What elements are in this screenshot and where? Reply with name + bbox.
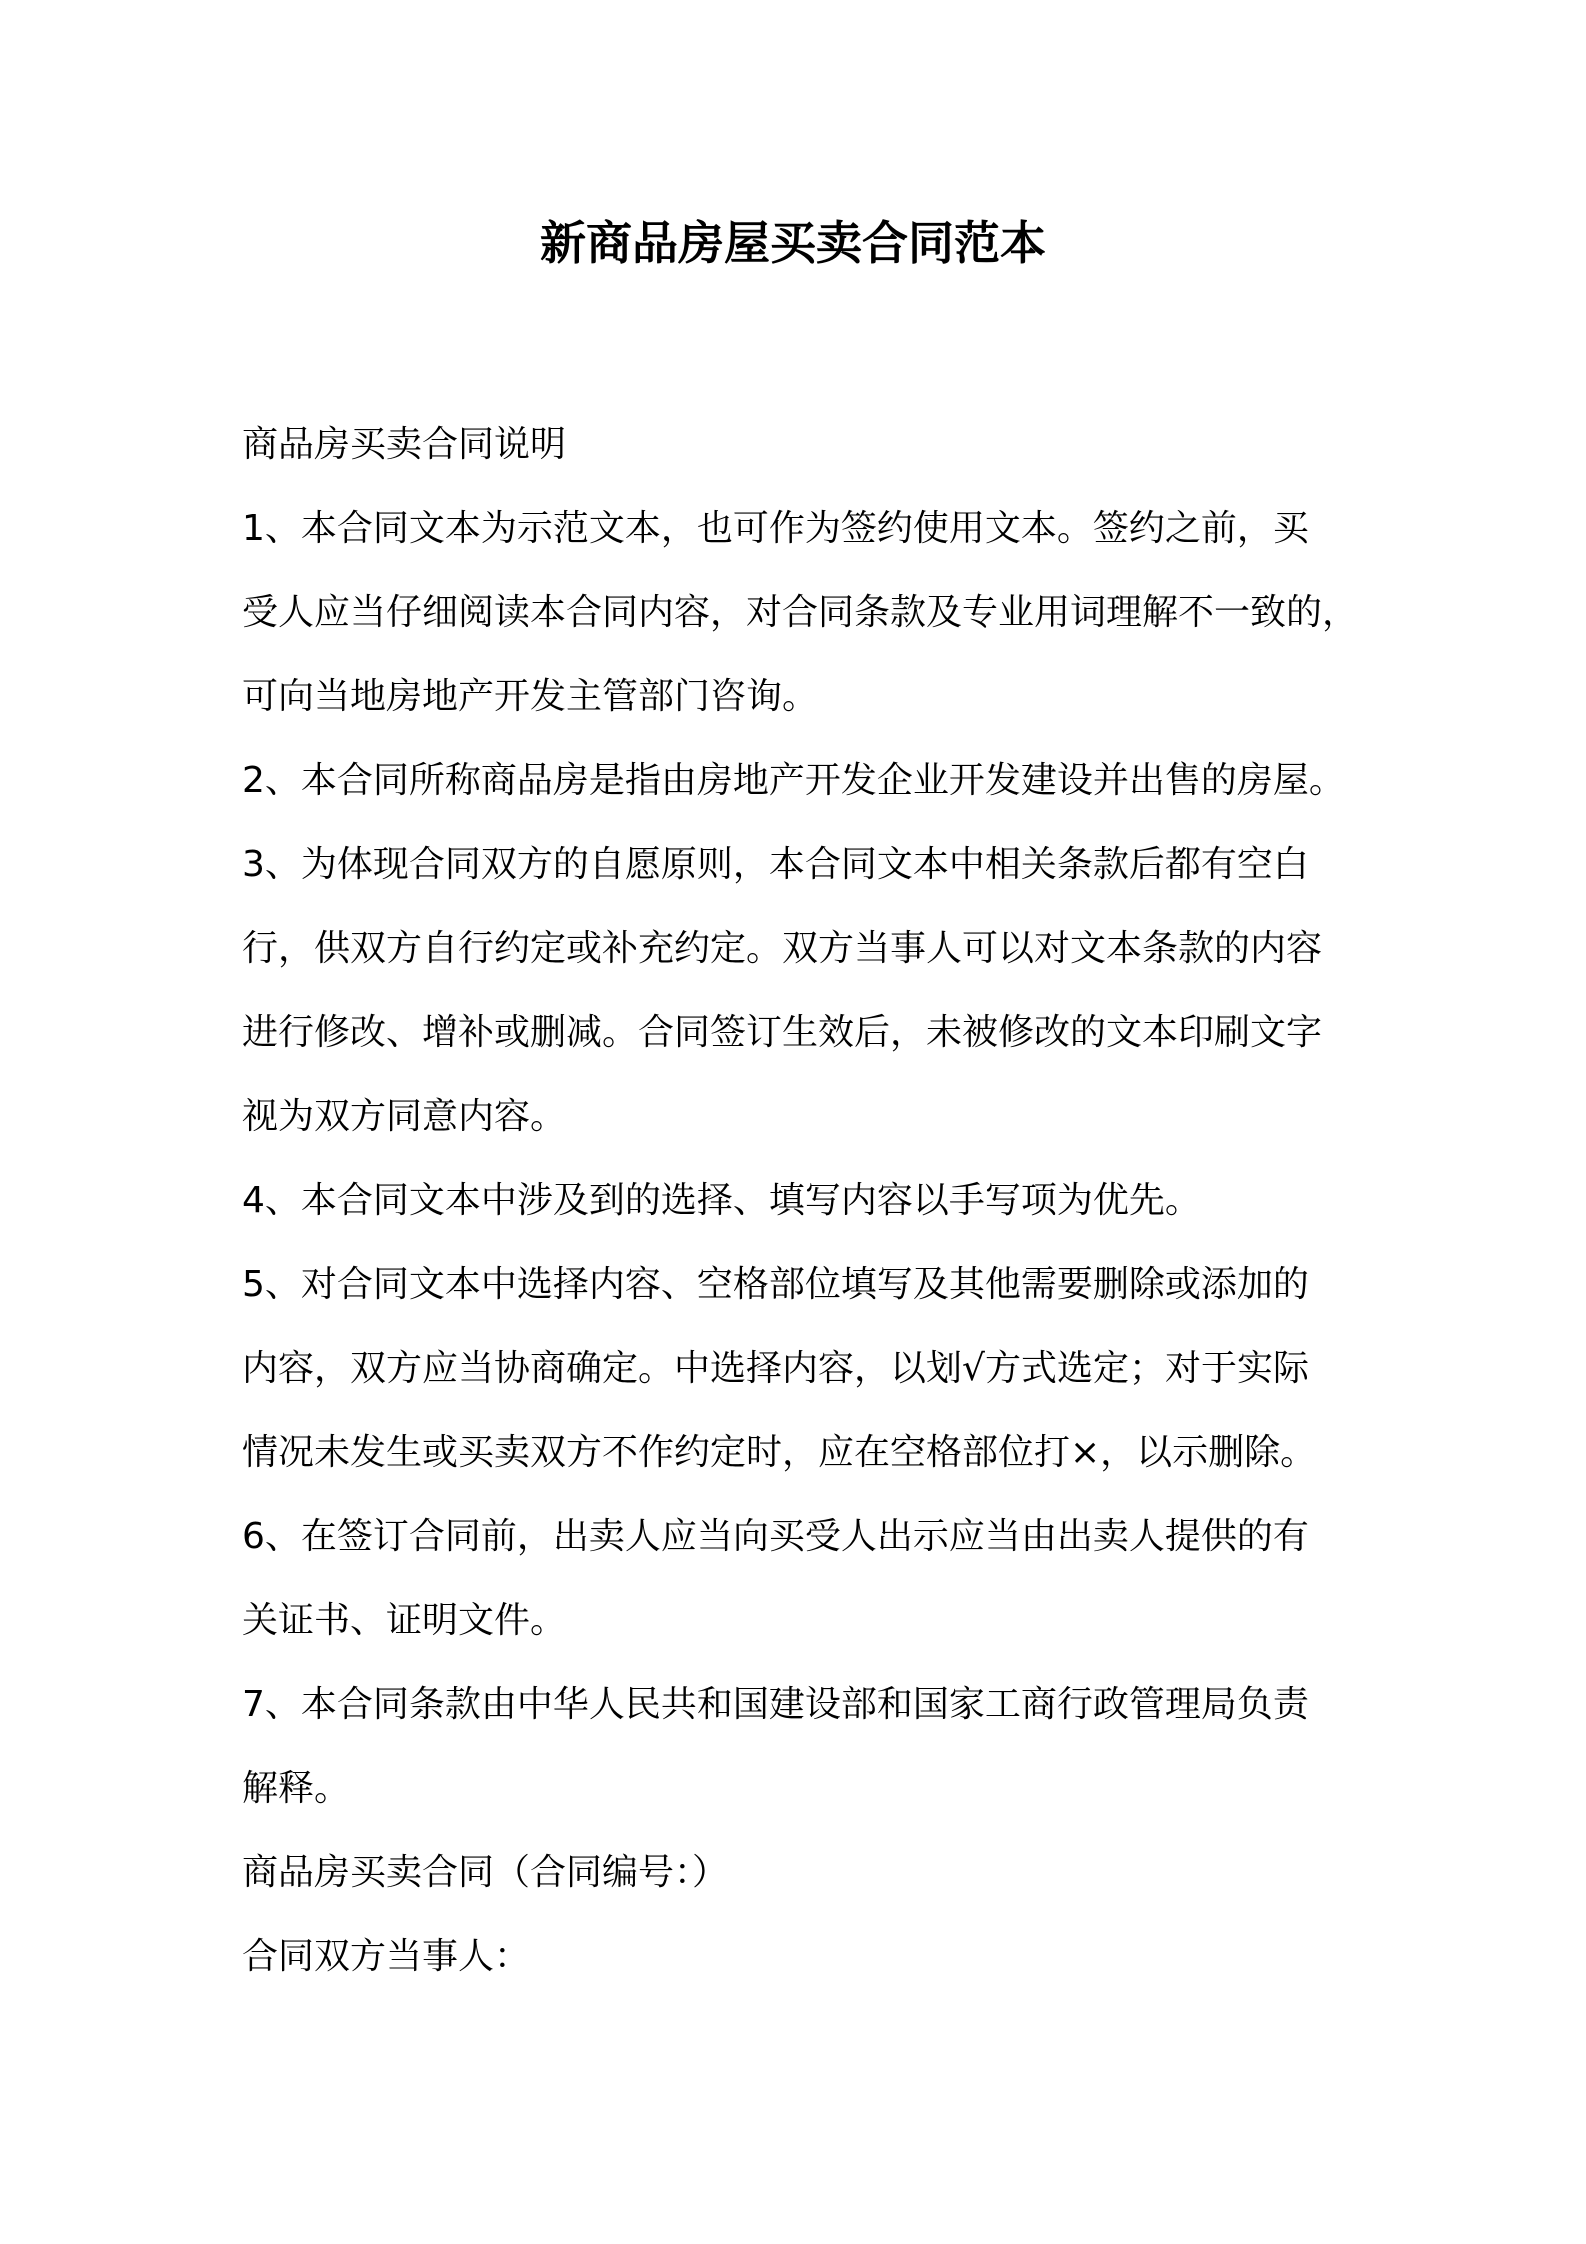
paragraph-line: 1、本合同文本为示范文本，也可作为签约使用文本。签约之前，买 bbox=[242, 508, 1309, 549]
paragraph-line: 进行修改、增补或删减。合同签订生效后，未被修改的文本印刷文字 bbox=[242, 1012, 1323, 1053]
paragraph-line: 受人应当仔细阅读本合同内容，对合同条款及专业用词理解不一致的， bbox=[242, 592, 1359, 633]
document-body bbox=[242, 403, 1368, 1999]
paragraph-line: 2、本合同所称商品房是指由房地产开发企业开发建设并出售的房屋。 bbox=[242, 760, 1345, 801]
paragraph-line: 关证书、证明文件。 bbox=[242, 1600, 567, 1641]
paragraph-line: 内容，双方应当协商确定。中选择内容，以划√方式选定；对于实际 bbox=[242, 1348, 1309, 1389]
paragraph-line: 4、本合同文本中涉及到的选择、填写内容以手写项为优先。 bbox=[242, 1180, 1201, 1221]
document-title: 新商品房屋买卖合同范本 bbox=[540, 216, 1046, 270]
paragraph-line: 可向当地房地产开发主管部门咨询。 bbox=[242, 676, 819, 717]
paragraph-line: 5、对合同文本中选择内容、空格部位填写及其他需要删除或添加的 bbox=[242, 1264, 1309, 1305]
paragraph-line: 视为双方同意内容。 bbox=[242, 1096, 567, 1137]
parties-heading: 合同双方当事人： bbox=[242, 1936, 531, 1977]
paragraph-line: 3、为体现合同双方的自愿原则，本合同文本中相关条款后都有空白 bbox=[242, 844, 1309, 885]
paragraph-line: 情况未发生或买卖双方不作约定时，应在空格部位打×，以示删除。 bbox=[242, 1432, 1317, 1473]
paragraph-line: 行，供双方自行约定或补充约定。双方当事人可以对文本条款的内容 bbox=[242, 928, 1323, 969]
section-heading-explanation: 商品房买卖合同说明 bbox=[242, 424, 567, 465]
paragraph-line: 解释。 bbox=[242, 1768, 351, 1809]
contract-heading: 商品房买卖合同（合同编号：） bbox=[242, 1852, 729, 1893]
paragraph-line: 7、本合同条款由中华人民共和国建设部和国家工商行政管理局负责 bbox=[242, 1684, 1309, 1725]
paragraph-line: 6、在签订合同前，出卖人应当向买受人出示应当由出卖人提供的有 bbox=[242, 1516, 1309, 1557]
